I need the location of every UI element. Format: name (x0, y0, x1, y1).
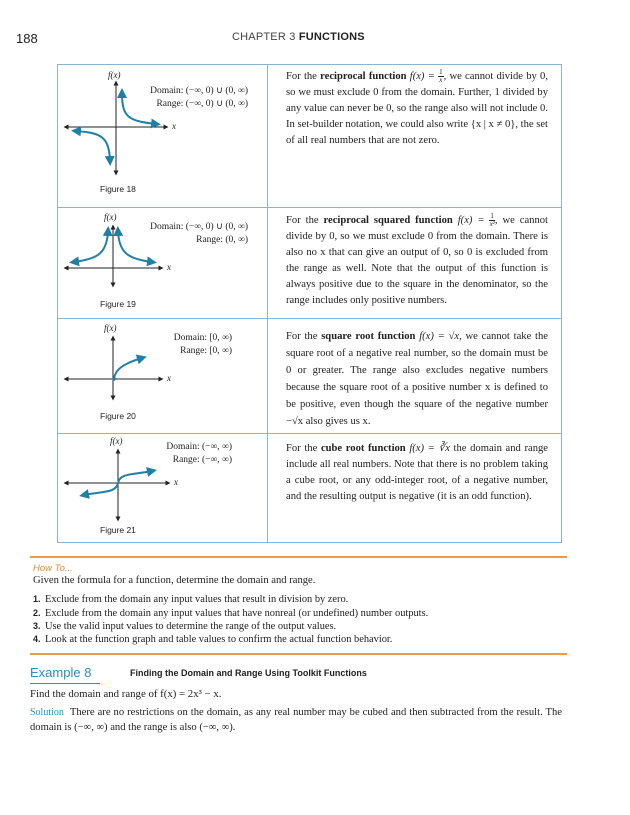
desc-lead: For the (286, 331, 322, 342)
domain-text: Domain: (−∞, 0) ∪ (0, ∞) (150, 86, 248, 96)
table-row (58, 207, 561, 319)
origin-point (112, 377, 116, 381)
how-to-title: How To... (33, 563, 73, 574)
step-text: Use the valid input values to determine the range of the output values. (45, 621, 337, 632)
domain-range (150, 221, 248, 247)
example-task: Find the domain and range of f(x) = 2x³ − x. (30, 688, 222, 700)
curve-right-branch (118, 231, 152, 262)
function-description (286, 441, 548, 505)
chapter-title: FUNCTIONS (298, 31, 365, 43)
graph-square-root (58, 318, 267, 433)
desc-text: , we cannot divide by 0, so we must exclude 0 from the domain. Further, 1 divided by any value can never be 0, so the range also will not include 0. In set-builder notation, we could also write {x | x ≠ 0}, the set of all real numbers that are not zero. (286, 71, 548, 146)
how-to-box (30, 556, 567, 655)
figure-label: Figure 18 (100, 184, 136, 194)
example-underline (30, 683, 100, 684)
curve-left-branch (74, 231, 108, 262)
function-description (286, 69, 548, 149)
solution-text: There are no restrictions on the domain, as any real number may be cubed and then subtracted from the result. The domain is (−∞, ∞) and the range is also (−∞, ∞). (30, 707, 562, 733)
step-number: 4. (33, 634, 41, 644)
column-divider (267, 433, 268, 542)
column-divider (267, 207, 268, 318)
function-name: cube root function (320, 443, 406, 454)
range-text: Range: (−∞, 0) ∪ (0, ∞) (156, 99, 248, 109)
figure-label: Figure 21 (100, 525, 136, 535)
fraction-numerator: 1 (439, 68, 443, 77)
table-row (58, 65, 561, 208)
range-text: Range: (−∞, ∞) (172, 455, 232, 465)
square-root-graph-svg (58, 318, 267, 433)
fx-label: f(x) (104, 212, 117, 222)
x-label: x (172, 121, 176, 131)
graph-reciprocal-squared (58, 207, 267, 318)
formula: f(x) = (452, 215, 490, 226)
fx-label: f(x) (104, 323, 117, 333)
desc-text: , we cannot divide by 0, so we must exclude 0 from the domain. There is also no x that can give an output of 0, so 0 is excluded from the range as well. Note that the output of this function is always positive due to the square in the denominator, so the range includes only positive numbers. (286, 215, 548, 306)
step-number: 2. (33, 608, 41, 618)
desc-lead: For the (286, 71, 321, 82)
fraction-denominator: x² (489, 220, 495, 229)
table-row (58, 318, 561, 434)
page-number: 188 (16, 31, 38, 46)
example-header (30, 666, 570, 682)
example-label: Example 8 (30, 665, 92, 680)
table-row (58, 433, 561, 542)
curve-left-branch (76, 131, 110, 161)
domain-range (150, 85, 248, 111)
range-text: Range: [0, ∞) (180, 346, 232, 356)
desc-lead: For the (286, 215, 324, 226)
domain-text: Domain: (−∞, ∞) (166, 442, 232, 452)
graph-reciprocal (58, 65, 267, 207)
domain-text: Domain: [0, ∞) (173, 333, 232, 343)
toolkit-functions-table (57, 64, 562, 543)
x-label: x (174, 477, 178, 487)
step-text: Look at the function graph and table values to confirm the actual function behavior. (45, 634, 393, 645)
chapter-number: CHAPTER 3 (232, 31, 296, 43)
domain-text: Domain: (−∞, 0) ∪ (0, ∞) (150, 222, 248, 232)
solution-label: Solution (30, 707, 64, 718)
desc-text: the domain and range include all real numbers. Note that there is no problem taking a cube root, or any odd-integer root, of a negative number, and the resulting output is negative (it is an odd function). (286, 443, 548, 502)
graph-cube-root (58, 433, 267, 542)
how-to-step (33, 634, 392, 645)
function-description (286, 213, 548, 309)
desc-lead: For the (286, 443, 321, 454)
step-number: 3. (33, 621, 41, 631)
column-divider (267, 65, 268, 207)
chapter-header (232, 31, 365, 43)
fx-label: f(x) (110, 436, 123, 446)
step-text: Exclude from the domain any input values that result in division by zero. (45, 594, 349, 605)
figure-label: Figure 20 (100, 411, 136, 421)
formula: f(x) = √x (415, 331, 460, 342)
x-label: x (167, 373, 171, 383)
function-name: reciprocal squared function (323, 215, 453, 226)
how-to-step (33, 608, 428, 619)
function-name: square root function (321, 331, 416, 342)
cube-root-graph-svg (58, 433, 267, 542)
figure-label: Figure 19 (100, 299, 136, 309)
step-number: 1. (33, 594, 41, 604)
domain-range (174, 332, 232, 358)
how-to-step (33, 621, 336, 632)
example-solution (30, 705, 562, 735)
formula: f(x) = (406, 71, 439, 82)
step-text: Exclude from the domain any input values that have nonreal (or undefined) number outputs. (45, 608, 429, 619)
range-text: Range: (0, ∞) (196, 235, 248, 245)
domain-range (166, 441, 232, 467)
column-divider (267, 318, 268, 433)
fx-label: f(x) (108, 70, 121, 80)
x-label: x (167, 262, 171, 272)
formula: f(x) = ∛x (405, 443, 450, 454)
example-title: Finding the Domain and Range Using Toolkit Functions (130, 668, 367, 678)
desc-text: , we cannot take the square root of a negative real number, so the domain must be 0 or greater. The range also excludes negative numbers because the square root of a positive number x is defined to be positive, even though the square of the negative number −√x also gives us x. (286, 331, 548, 427)
how-to-intro: Given the formula for a function, determine the domain and range. (33, 575, 316, 586)
function-name: reciprocal function (320, 71, 407, 82)
how-to-step (33, 594, 348, 605)
fraction-numerator: 1 (490, 212, 494, 221)
function-description (286, 328, 548, 430)
fraction-denominator: x (439, 76, 443, 85)
curve (114, 358, 142, 379)
